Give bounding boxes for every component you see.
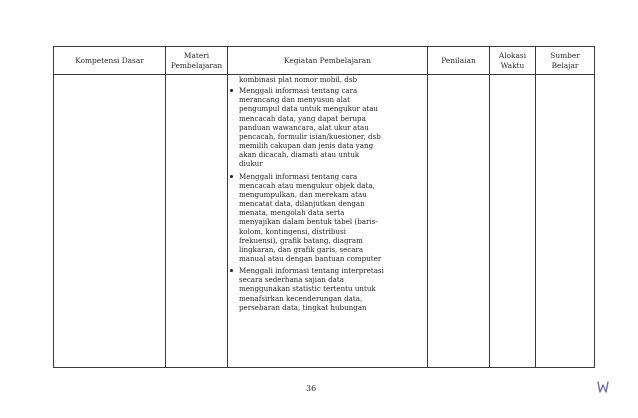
bullet-line: akan dicacah, diamati atau untuk [239, 150, 360, 160]
header-sumber [536, 47, 594, 74]
header-alokasi [490, 47, 535, 74]
column-divider [535, 47, 536, 367]
bullet-line: mengumpulkan, dan merekam atau [239, 189, 367, 199]
bullet-line: mencacah atau mengukur objek data, [239, 180, 375, 190]
bullet-dot-icon [230, 269, 233, 272]
activity-bullet [231, 86, 423, 168]
bullet-line: frekuensi), grafik batang, diagram [239, 235, 363, 245]
bullet-line: panduan wawancara, alat ukur atau [239, 122, 369, 132]
header-sumber-line2: Belajar [551, 60, 579, 70]
bullet-line: menyajikan dalam bentuk tabel (baris- [239, 217, 378, 227]
bullet-line: merancang dan menyusun alat [239, 95, 350, 105]
publisher-logo-icon [595, 380, 611, 394]
bullet-line: mencacah data, yang dapat berupa [239, 113, 366, 123]
bullet-line: Menggali informasi tentang cara [239, 86, 358, 96]
header-alokasi-line2: Waktu [500, 60, 525, 70]
bullet-line: Menggali informasi tentang cara [239, 171, 358, 181]
header-materi-line1: Materi [183, 50, 210, 60]
bullet-line: kolom, kontingensi, distribusi [239, 226, 346, 236]
activity-bullet [231, 266, 423, 312]
curriculum-table [53, 46, 595, 368]
header-alokasi-line1: Alokasi [498, 50, 527, 60]
bullet-line: memilih cakupan dan jenis data yang [239, 141, 374, 151]
bullet-line: secara sederhana sajian data [239, 275, 344, 285]
bullet-dot-icon [230, 89, 233, 92]
bullet-line: Menggali informasi tentang interpretasi [239, 266, 384, 276]
bullet-dot-icon [230, 175, 233, 178]
bullet-line: menafsirkan kecenderungan data, [239, 293, 363, 303]
header-materi [166, 47, 227, 74]
header-penilaian [428, 47, 489, 74]
header-kegiatan [228, 47, 427, 74]
header-kompetensi-dasar [54, 47, 165, 74]
header-materi-line2: Pembelajaran [170, 60, 223, 70]
header-kegiatan-text: Kegiatan Pembelajaran [284, 55, 371, 65]
page-number: 36 [306, 384, 317, 393]
bullet-line: menggunakan statistic tertentu untuk [239, 284, 376, 294]
bullet-line: lingkaran, dan grafik garis, secara [239, 244, 364, 254]
activity-bullet [231, 172, 423, 264]
column-divider [165, 47, 166, 367]
header-sumber-line1: Sumber [550, 50, 580, 60]
bullet-line: pengumpul data untuk mengukur atau [239, 104, 378, 114]
bullet-line: mencatat data, dilanjutkan dengan [239, 199, 365, 209]
bullet-line: menata, mengolah data serta [239, 208, 345, 218]
kegiatan-content [231, 75, 423, 315]
bullet-line: manual atau dengan bantuan computer [239, 253, 382, 263]
bullet-line: pencacah, formulir isian/kuesioner, dsb [239, 131, 381, 141]
bullet-line: persebaran data, tingkat hubungan [239, 302, 367, 312]
header-kd-text: Kompetensi Dasar [75, 55, 144, 65]
header-penilaian-text: Penilaian [441, 55, 476, 65]
column-divider [489, 47, 490, 367]
column-divider [427, 47, 428, 367]
bullet-line: diukur [239, 159, 263, 169]
continuation-text: kombinasi plat nomor mobil, dsb [239, 75, 358, 84]
column-divider [227, 47, 228, 367]
